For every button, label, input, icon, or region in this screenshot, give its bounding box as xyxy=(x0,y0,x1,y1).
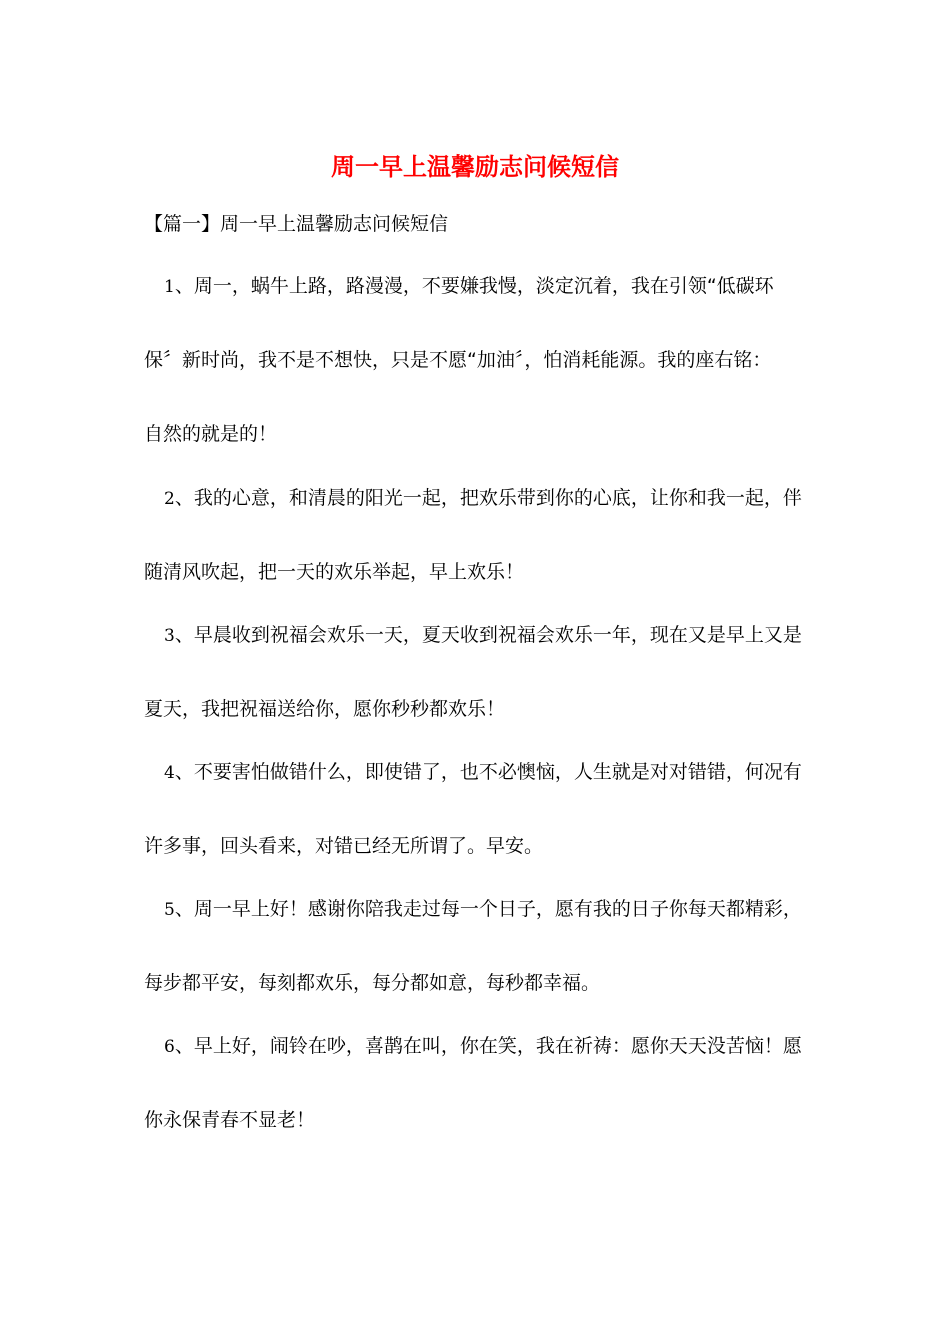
item-line xyxy=(144,271,808,301)
item-line: 自然的就是的！ xyxy=(144,423,278,445)
item-line: 保〞新时尚，我不是不想快，只是不愿“加油〞，怕消耗能源。我的座右铭： xyxy=(144,349,772,371)
list-item-4 xyxy=(144,757,808,861)
item-line: 随清风吹起，把一天的欢乐举起，早上欢乐！ xyxy=(144,561,525,583)
item-line: 每步都平安，每刻都欢乐，每分都如意，每秒都幸福。 xyxy=(144,972,601,994)
item-text: 、周一早上好！感谢你陪我走过每一个日子，愿有我的日子你每天都精彩， xyxy=(174,898,802,920)
item-text: 、我的心意，和清晨的阳光一起，把欢乐带到你的心底，让你和我一起，伴 xyxy=(174,487,802,509)
item-line xyxy=(144,483,808,513)
item-number: 2 xyxy=(164,489,175,509)
list-item-1 xyxy=(144,271,808,449)
document-title: 周一早上温馨励志问候短信 xyxy=(331,153,619,181)
item-number: 3 xyxy=(164,626,175,646)
item-line xyxy=(144,757,808,787)
item-number: 4 xyxy=(164,763,175,783)
item-line: 许多事，回头看来，对错已经无所谓了。早安。 xyxy=(144,835,544,857)
item-text: 、周一，蜗牛上路，路漫漫，不要嫌我慢，淡定沉着，我在引领“低碳环 xyxy=(174,275,774,297)
item-line: 夏天，我把祝福送给你，愿你秒秒都欢乐！ xyxy=(144,698,506,720)
list-item-6 xyxy=(144,1031,808,1135)
item-text: 、不要害怕做错什么，即使错了，也不必懊恼，人生就是对对错错，何况有 xyxy=(174,761,802,783)
item-line xyxy=(144,1031,808,1061)
item-text: 、早晨收到祝福会欢乐一天，夏天收到祝福会欢乐一年，现在又是早上又是 xyxy=(174,624,802,646)
item-number: 1 xyxy=(164,277,175,297)
list-item-3 xyxy=(144,620,808,724)
item-text: 、早上好，闹铃在吵，喜鹊在叫，你在笑，我在祈祷：愿你天天没苦恼！愿 xyxy=(174,1035,802,1057)
item-number: 5 xyxy=(164,900,175,920)
item-number: 6 xyxy=(164,1037,175,1057)
item-line xyxy=(144,894,808,924)
item-line: 你永保青春不显老！ xyxy=(144,1109,316,1131)
item-line xyxy=(144,620,808,650)
list-item-5 xyxy=(144,894,808,998)
list-item-2 xyxy=(144,483,808,587)
section-heading: 【篇一】周一早上温馨励志问候短信 xyxy=(144,213,449,235)
